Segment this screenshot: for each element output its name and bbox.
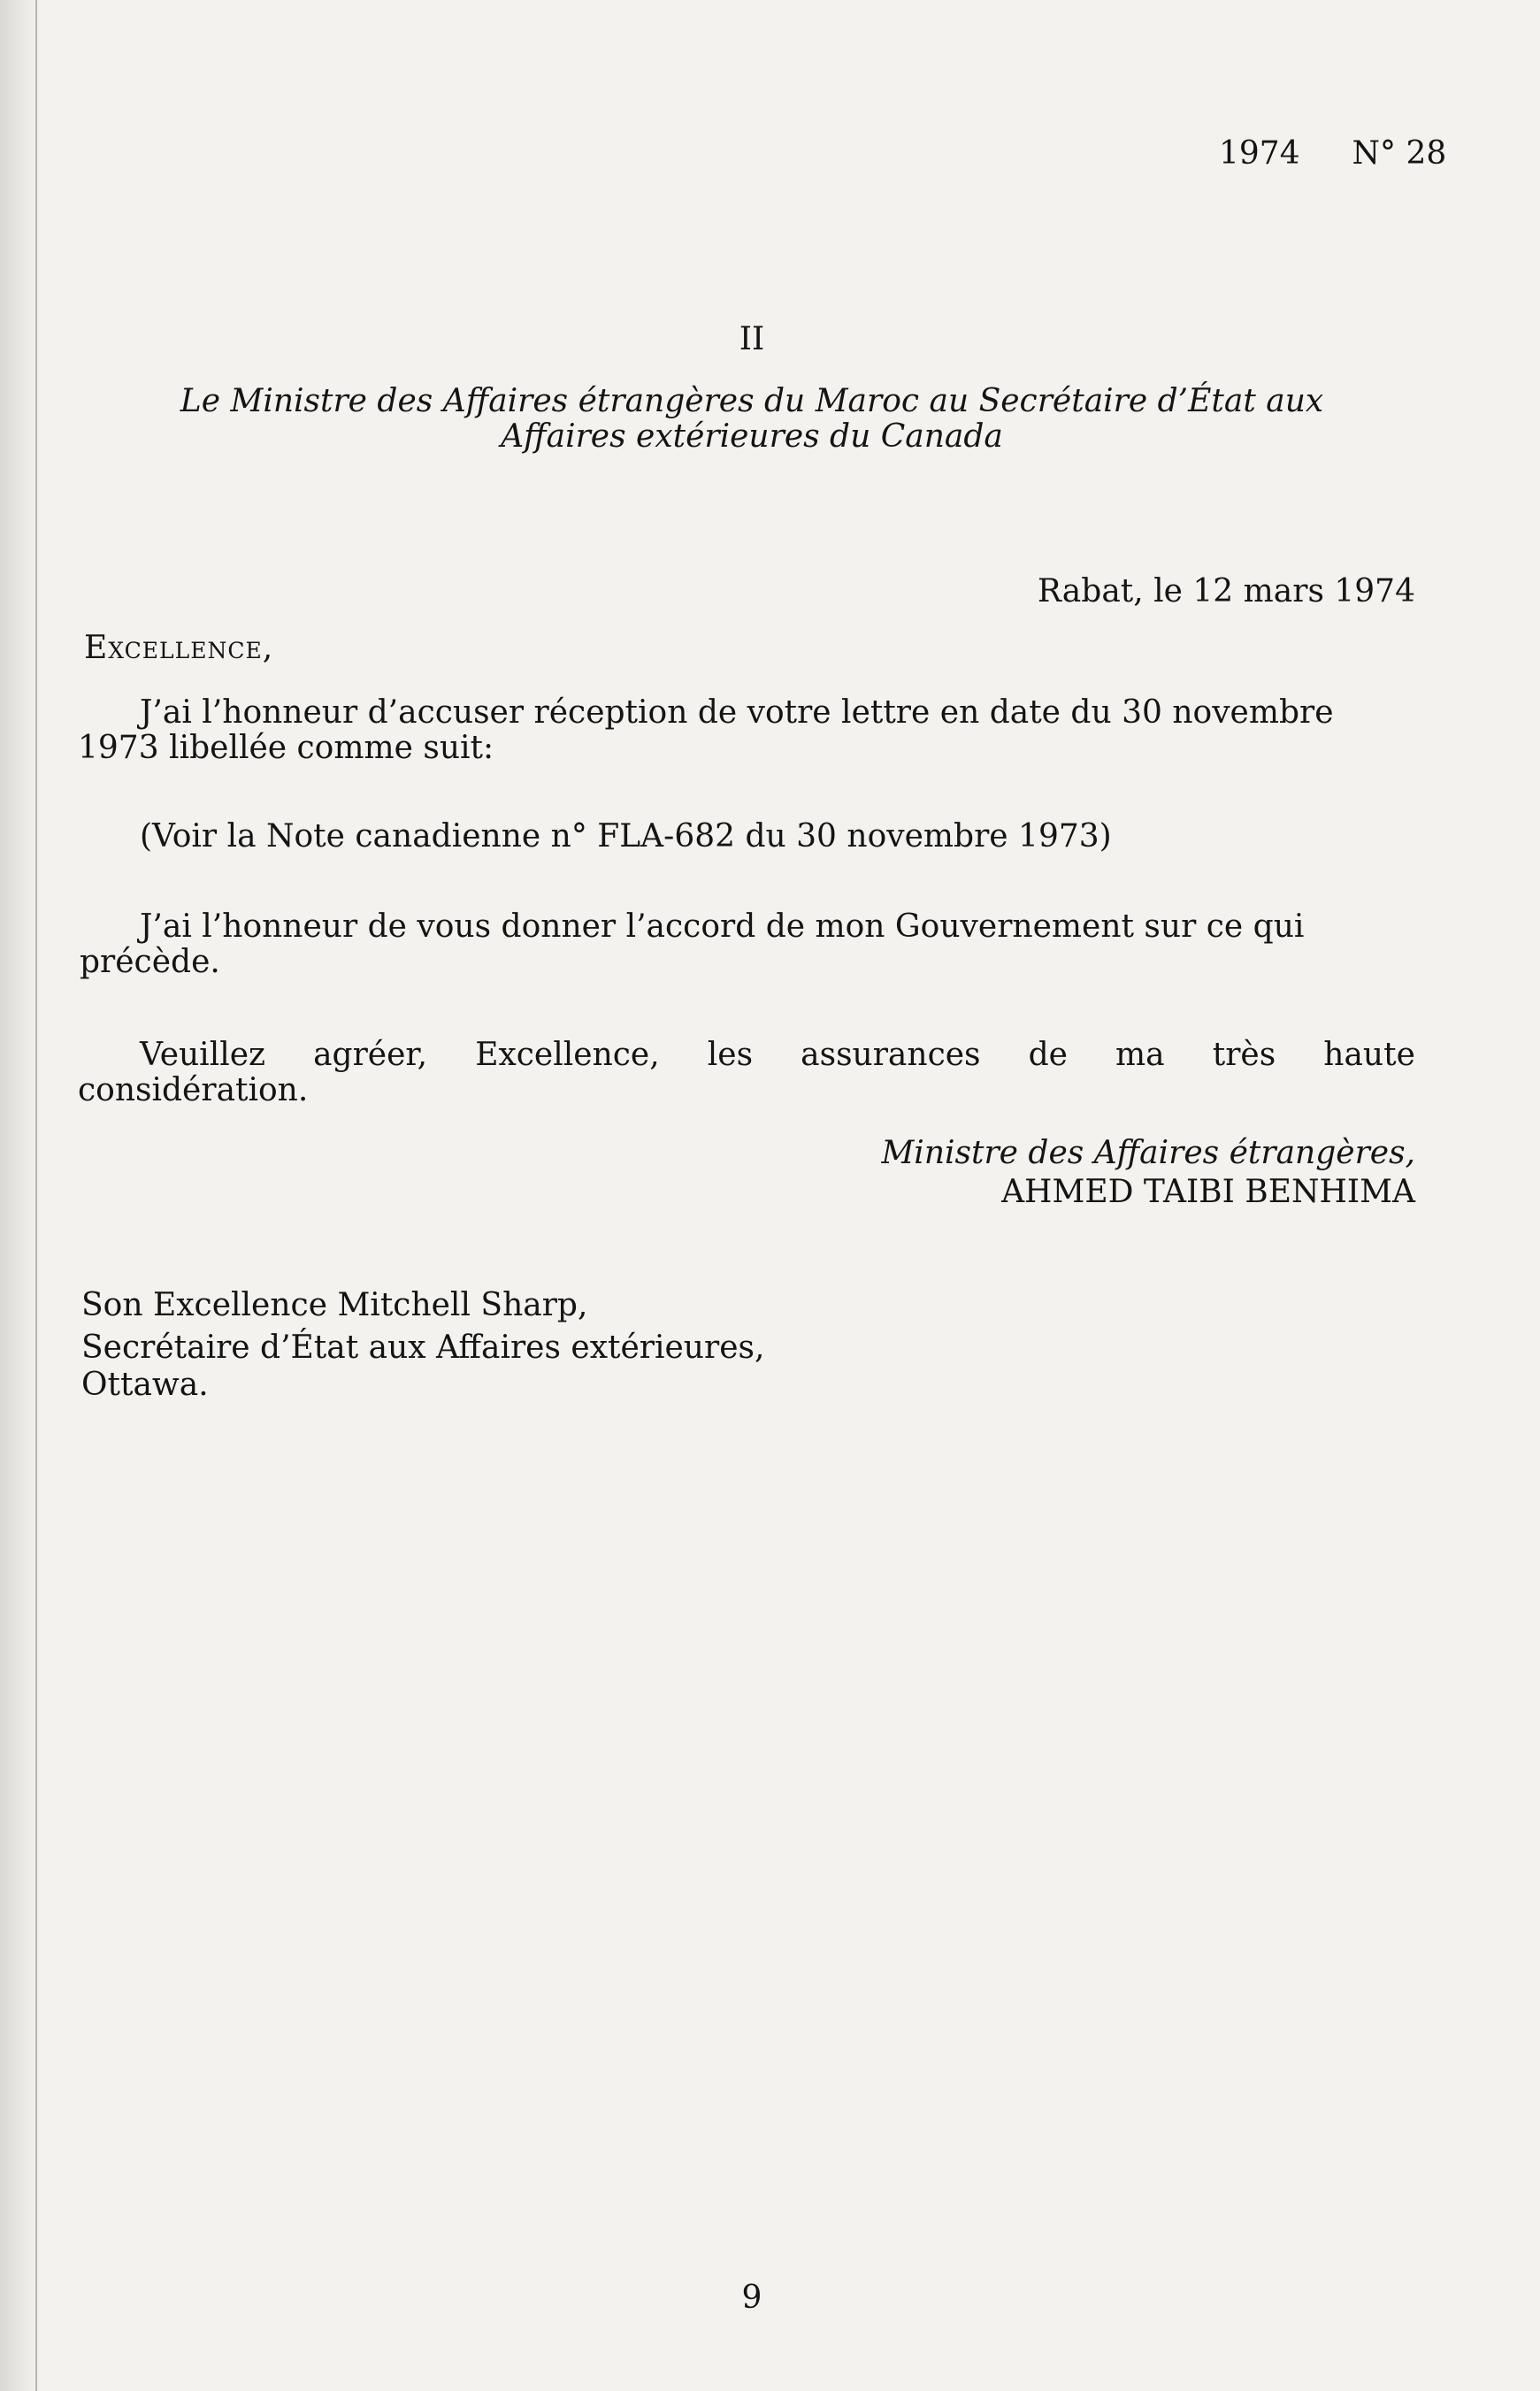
title-line-1: Le Ministre des Affaires étrangères du Maroc au Secrétaire d’État aux	[180, 383, 1324, 419]
signatory-title: Ministre des Affaires étrangères,	[881, 1135, 1415, 1171]
salutation: Excellence,	[84, 630, 274, 666]
paragraph-3-line-2: précède.	[80, 944, 220, 980]
binding-line	[35, 0, 37, 2391]
paragraph-1-line-1: J’ai l’honneur d’accuser réception de votre lettre en date du 30 novembre	[140, 694, 1334, 731]
paragraph-4-line-1	[140, 1037, 1415, 1074]
header-year: 1974	[1219, 135, 1300, 172]
page-number: 9	[741, 2280, 762, 2316]
closing-word: haute	[1323, 1037, 1415, 1073]
paragraph-4-line-2: considération.	[78, 1072, 309, 1108]
place-date: Rabat, le 12 mars 1974	[1037, 573, 1415, 609]
signatory-name: AHMED TAIBI BENHIMA	[1001, 1174, 1415, 1210]
closing-word: les	[707, 1037, 754, 1073]
closing-word: très	[1212, 1037, 1276, 1073]
section-numeral: II	[739, 321, 765, 357]
quoted-note-reference: (Voir la Note canadienne n° FLA-682 du 30 novembre 1973)	[140, 818, 1112, 854]
document-header	[1219, 135, 1447, 172]
closing-word: agréer,	[313, 1037, 428, 1073]
addressee-line-2: Secrétaire d’État aux Affaires extérieures,	[81, 1330, 765, 1366]
closing-word: ma	[1115, 1037, 1165, 1073]
title-line-2: Affaires extérieures du Canada	[501, 418, 1003, 455]
header-number: N° 28	[1352, 135, 1447, 172]
paragraph-1-line-2: 1973 libellée comme suit:	[78, 730, 494, 766]
addressee-line-3: Ottawa.	[81, 1367, 209, 1403]
paragraph-3-line-1: J’ai l’honneur de vous donner l’accord de mon Gouvernement sur ce qui	[140, 908, 1305, 945]
closing-word: assurances	[801, 1037, 981, 1073]
closing-word: de	[1028, 1037, 1068, 1073]
addressee-line-1: Son Excellence Mitchell Sharp,	[81, 1287, 588, 1323]
closing-word: Veuillez	[140, 1037, 265, 1073]
closing-word: Excellence,	[475, 1037, 660, 1073]
